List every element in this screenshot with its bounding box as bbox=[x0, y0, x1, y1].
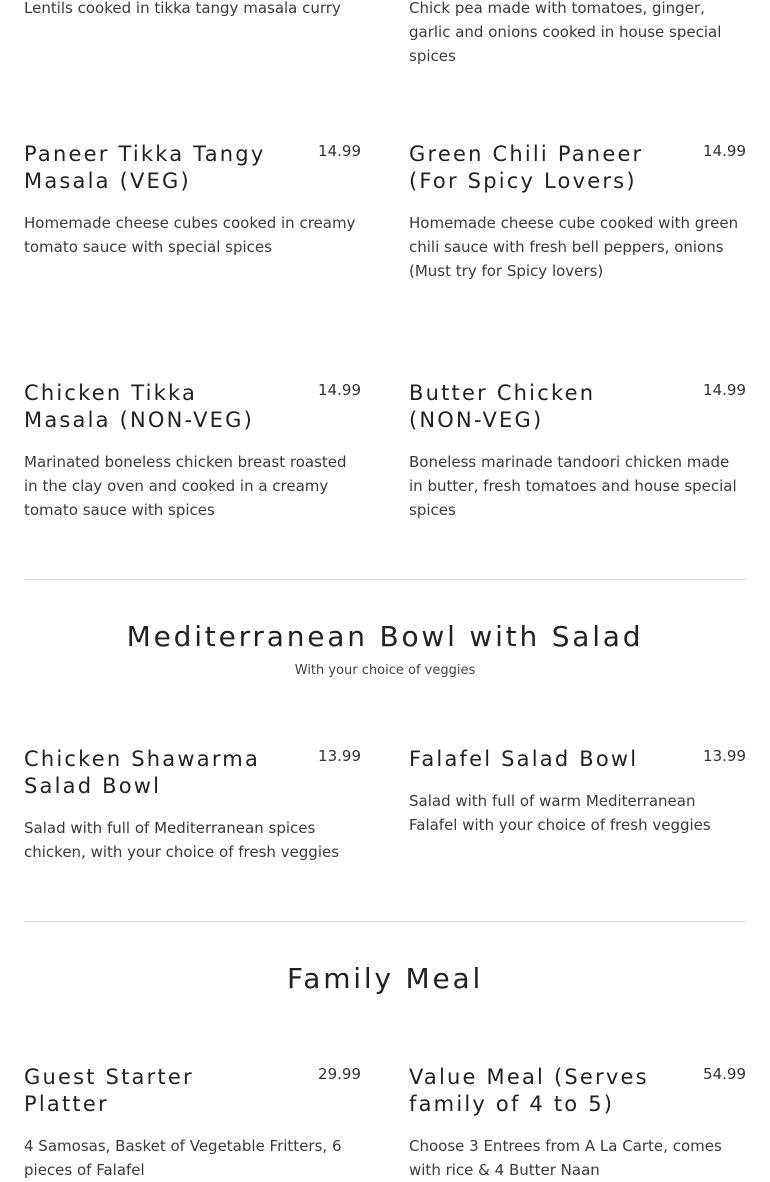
menu-item-falafel bbox=[409, 746, 746, 837]
item-description: Homemade cheese cubes cooked in creamy tomato sauce with special spices bbox=[24, 214, 356, 256]
menu-item-butter-chicken bbox=[409, 380, 746, 522]
item-price: 29.99 bbox=[318, 1065, 361, 1083]
item-name: Guest Starter Platter bbox=[24, 1065, 194, 1116]
item-name: Chicken Tikka Masala (NON-VEG) bbox=[24, 381, 254, 432]
item-name: Falafel Salad Bowl bbox=[409, 747, 639, 771]
item-price: 14.99 bbox=[703, 142, 746, 160]
item-description: Choose 3 Entrees from A La Carte, comes with rice & 4 Butter Naan bbox=[409, 1137, 722, 1179]
item-description: Homemade cheese cube cooked with green chili sauce with fresh bell peppers, onions (Must try for Spicy lovers) bbox=[409, 214, 739, 280]
menu-item-green-chili-paneer bbox=[409, 141, 746, 283]
item-name: Value Meal (Serves family of 4 to 5) bbox=[409, 1065, 649, 1116]
item-price: 13.99 bbox=[703, 747, 746, 765]
section-divider bbox=[24, 921, 746, 922]
menu-item-tikka-lentils bbox=[24, 0, 361, 20]
item-description: Chick pea made with tomatoes, ginger, garlic and onions cooked in house special spices bbox=[409, 0, 722, 65]
section-divider bbox=[24, 579, 746, 580]
item-price: 14.99 bbox=[318, 142, 361, 160]
item-description: Salad with full of warm Mediterranean Falafel with your choice of fresh veggies bbox=[409, 792, 711, 834]
menu-item-chicken-tikka bbox=[24, 380, 361, 522]
item-name: Green Chili Paneer (For Spicy Lovers) bbox=[409, 142, 644, 193]
menu-item-paneer-tikka bbox=[24, 141, 361, 259]
menu-item-chick-pea bbox=[409, 0, 746, 68]
item-price: 54.99 bbox=[703, 1065, 746, 1083]
menu-item-guest-starter bbox=[24, 1064, 361, 1182]
item-price: 14.99 bbox=[703, 381, 746, 399]
item-description: 4 Samosas, Basket of Vegetable Fritters, 6 pieces of Falafel bbox=[24, 1137, 342, 1179]
item-description: Lentils cooked in tikka tangy masala curry bbox=[24, 0, 341, 17]
section-title-mediterranean: Mediterranean Bowl with Salad bbox=[126, 620, 644, 653]
item-description: Boneless marinade tandoori chicken made in butter, fresh tomatoes and house special spices bbox=[409, 453, 737, 519]
item-price: 13.99 bbox=[318, 747, 361, 765]
item-price: 14.99 bbox=[318, 381, 361, 399]
section-subtitle: With your choice of veggies bbox=[294, 663, 476, 678]
menu-item-chicken-shawarma bbox=[24, 746, 361, 864]
item-name: Chicken Shawarma Salad Bowl bbox=[24, 747, 261, 798]
item-name: Butter Chicken (NON-VEG) bbox=[409, 381, 596, 432]
item-name: Paneer Tikka Tangy Masala (VEG) bbox=[24, 142, 266, 193]
item-description: Marinated boneless chicken breast roasted in the clay oven and cooked in a creamy tomato sauce with spices bbox=[24, 453, 347, 519]
menu-item-value-meal bbox=[409, 1064, 746, 1182]
section-title-family-meal: Family Meal bbox=[286, 962, 484, 995]
item-description: Salad with full of Mediterranean spices chicken, with your choice of fresh veggies bbox=[24, 819, 340, 861]
